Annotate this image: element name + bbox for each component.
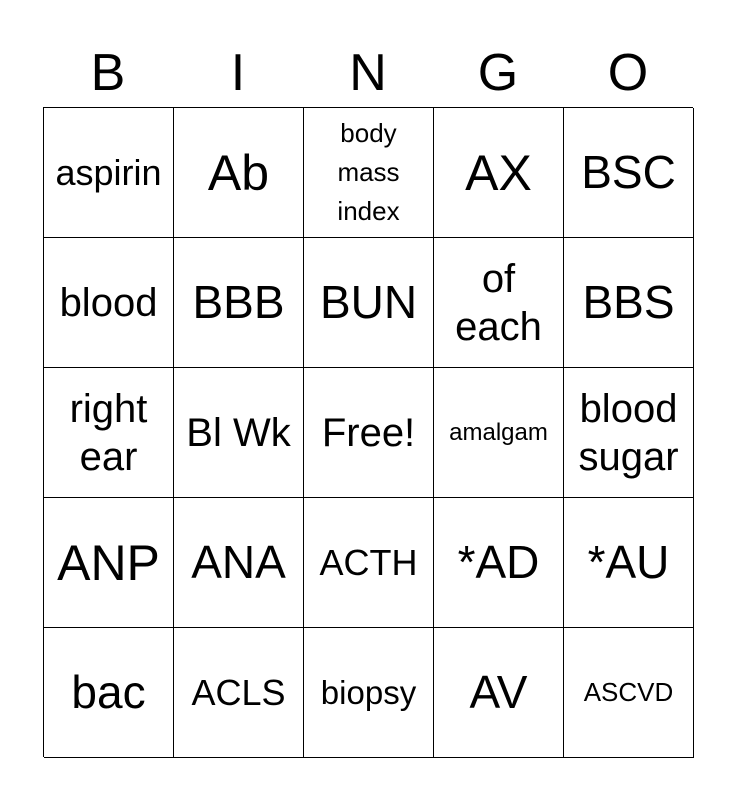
bingo-cell-r4-c3[interactable]	[304, 498, 434, 628]
cell-label: blood	[59, 280, 158, 325]
cell-label: amalgam	[449, 418, 548, 446]
cell-label: *AD	[457, 536, 540, 589]
bingo-cell-r4-c1[interactable]	[44, 498, 174, 628]
cell-label: right ear	[69, 386, 148, 479]
cell-label: ANA	[191, 536, 286, 589]
cell-label: BBB	[192, 276, 285, 329]
bingo-cell-r5-c4[interactable]	[434, 628, 564, 758]
cell-label: body mass index	[337, 118, 400, 226]
bingo-cell-r1-c1[interactable]	[44, 108, 174, 238]
bingo-cell-r4-c2[interactable]	[174, 498, 304, 628]
bingo-cell-r5-c5[interactable]	[564, 628, 694, 758]
bingo-board	[43, 107, 693, 757]
bingo-cell-r2-c5[interactable]	[564, 238, 694, 368]
header-letter-i: I	[230, 44, 246, 102]
header-letter-n: N	[349, 44, 387, 102]
bingo-cell-r5-c2[interactable]	[174, 628, 304, 758]
cell-label: *AU	[587, 536, 670, 589]
bingo-cell-r1-c5[interactable]	[564, 108, 694, 238]
cell-label: Free!	[321, 410, 416, 455]
bingo-cell-r4-c5[interactable]	[564, 498, 694, 628]
cell-label: AX	[465, 144, 532, 201]
cell-label: ANP	[57, 534, 160, 591]
cell-label: blood sugar	[578, 386, 679, 479]
cell-label: aspirin	[55, 151, 162, 193]
bingo-cell-r1-c3[interactable]	[304, 108, 434, 238]
bingo-cell-r2-c1[interactable]	[44, 238, 174, 368]
cell-label: BUN	[319, 276, 418, 329]
bingo-cell-r5-c1[interactable]	[44, 628, 174, 758]
cell-label: bac	[71, 666, 146, 719]
bingo-cell-r3-c1[interactable]	[44, 368, 174, 498]
bingo-cell-r3-c3[interactable]	[304, 368, 434, 498]
header-letter-g: G	[477, 44, 519, 102]
cell-label: Bl Wk	[186, 410, 291, 455]
bingo-cell-r1-c2[interactable]	[174, 108, 304, 238]
header-letter-o: O	[607, 44, 649, 102]
cell-label: Ab	[207, 144, 270, 201]
header-letter-b: B	[90, 44, 126, 102]
cell-label: biopsy	[320, 673, 417, 711]
bingo-cell-r3-c4[interactable]	[434, 368, 564, 498]
cell-label: ACLS	[191, 671, 286, 713]
bingo-cell-r4-c4[interactable]	[434, 498, 564, 628]
bingo-cell-r2-c2[interactable]	[174, 238, 304, 368]
bingo-cell-r1-c4[interactable]	[434, 108, 564, 238]
bingo-header	[43, 40, 693, 106]
bingo-cell-r5-c3[interactable]	[304, 628, 434, 758]
bingo-cell-r2-c4[interactable]	[434, 238, 564, 368]
cell-label: ASCVD	[583, 677, 674, 707]
bingo-cell-r3-c5[interactable]	[564, 368, 694, 498]
bingo-cell-r2-c3[interactable]	[304, 238, 434, 368]
cell-label: of each	[455, 256, 542, 349]
cell-label: AV	[469, 666, 528, 719]
cell-label: ACTH	[319, 541, 418, 583]
bingo-cell-r3-c2[interactable]	[174, 368, 304, 498]
cell-label: BSC	[581, 146, 676, 199]
cell-label: BBS	[582, 276, 675, 329]
